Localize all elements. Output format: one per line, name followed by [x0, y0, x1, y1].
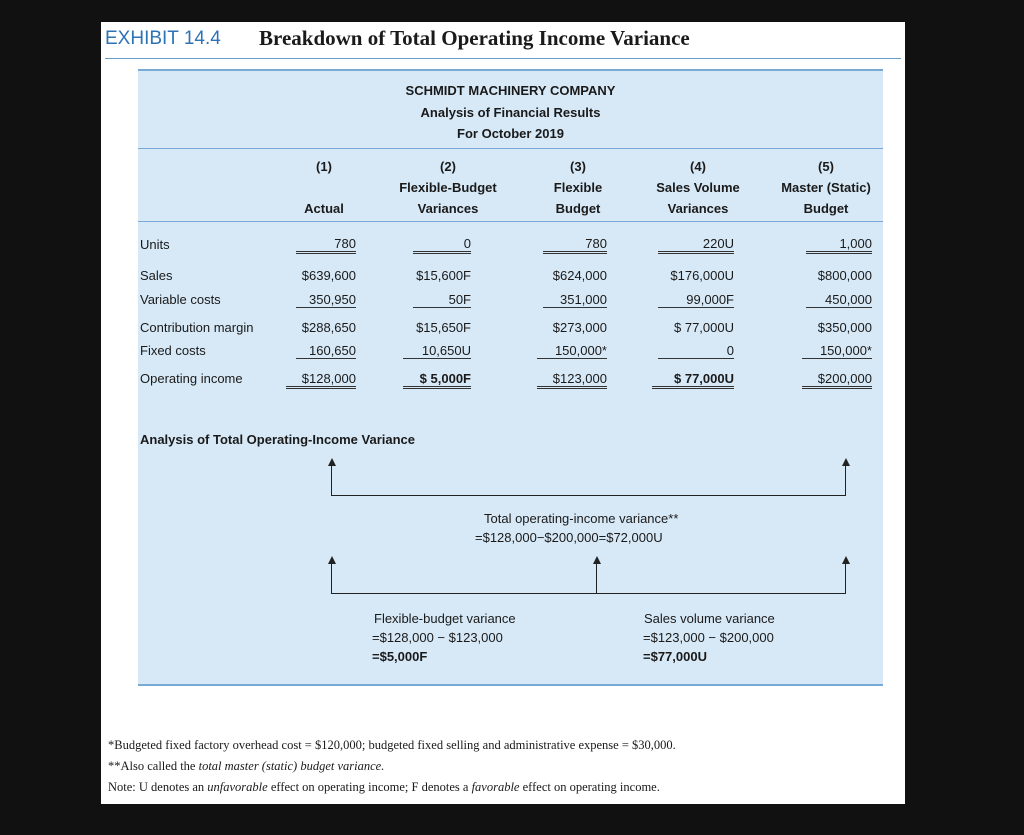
- arrow-up-icon: [842, 458, 850, 466]
- report-subtitle: Analysis of Financial Results: [420, 105, 601, 120]
- bracket-line: [331, 563, 332, 594]
- cell-varcost-sales-var: 99,000F: [658, 292, 734, 308]
- flex-variance-line1: Flexible-budget variance: [374, 611, 516, 626]
- cell-cm-sales-var: $ 77,000U: [674, 320, 734, 335]
- row-label-variable-costs: Variable costs: [140, 292, 221, 307]
- footnote-total-variance: [108, 759, 384, 774]
- total-variance-line1: Total operating-income variance**: [484, 511, 679, 526]
- col4-label-line2: Variances: [667, 201, 729, 216]
- col3-number: (3): [570, 159, 586, 174]
- company-name: SCHMIDT MACHINERY COMPANY: [405, 83, 616, 98]
- cell-units-sales-var: 220U: [658, 236, 734, 254]
- footnote-note-part1: Note: U denotes an: [108, 780, 208, 794]
- footnote-note-part2: effect on operating income; F denotes a: [267, 780, 472, 794]
- col1-label: Actual: [304, 201, 344, 216]
- col3-label-line1: Flexible: [553, 180, 603, 195]
- cell-cm-flex-var: $15,650F: [416, 320, 471, 335]
- footnote-note: [108, 780, 660, 795]
- total-variance-line2: =$128,000−$200,000=$72,000U: [475, 530, 663, 545]
- row-label-contribution-margin: Contribution margin: [140, 320, 254, 335]
- exhibit-label: EXHIBIT 14.4: [105, 28, 221, 49]
- cell-cm-flex-budget: $273,000: [552, 320, 607, 335]
- arrow-up-icon: [842, 556, 850, 564]
- col2-label-line2: Variances: [417, 201, 479, 216]
- footnote-note-unfavorable: unfavorable: [207, 780, 268, 794]
- cell-oi-master: $200,000: [802, 371, 872, 389]
- col4-label-line1: Sales Volume: [656, 180, 740, 195]
- cell-units-master: 1,000: [806, 236, 872, 254]
- cell-sales-sales-var: $176,000U: [670, 268, 734, 283]
- cell-units-actual: 780: [296, 236, 356, 254]
- footnote-note-favorable: favorable: [471, 780, 520, 794]
- col3-label-line2: Budget: [555, 201, 601, 216]
- cell-varcost-flex-budget: 351,000: [543, 292, 607, 308]
- col5-number: (5): [818, 159, 834, 174]
- cell-fixed-actual: 160,650: [296, 343, 356, 359]
- cell-sales-flex-var: $15,600F: [416, 268, 471, 283]
- cell-oi-flex-budget: $123,000: [537, 371, 607, 389]
- bracket-line: [596, 563, 597, 594]
- footnote-note-part3: effect on operating income.: [519, 780, 660, 794]
- cell-varcost-flex-var: 50F: [413, 292, 471, 308]
- arrow-up-icon: [328, 556, 336, 564]
- bracket-line: [845, 465, 846, 496]
- col2-number: (2): [440, 159, 456, 174]
- cell-fixed-flex-budget: 150,000*: [537, 343, 607, 359]
- cell-units-flex-var: 0: [413, 236, 471, 254]
- analysis-heading: Analysis of Total Operating-Income Variance: [140, 432, 415, 447]
- row-label-operating-income: Operating income: [140, 371, 243, 386]
- arrow-up-icon: [593, 556, 601, 564]
- sales-variance-line3: =$77,000U: [643, 649, 707, 664]
- row-label-sales: Sales: [140, 268, 173, 283]
- footnote-total-variance-term: total master (static) budget variance.: [198, 759, 385, 773]
- header-rule: [138, 148, 883, 149]
- columns-rule: [138, 221, 883, 222]
- cell-fixed-master: 150,000*: [802, 343, 872, 359]
- cell-varcost-master: 450,000: [806, 292, 872, 308]
- sales-variance-line1: Sales volume variance: [644, 611, 775, 626]
- bracket-line: [331, 465, 332, 496]
- report-panel: [138, 69, 883, 686]
- col5-label-line2: Budget: [803, 201, 849, 216]
- cell-sales-actual: $639,600: [301, 268, 356, 283]
- flex-variance-line2: =$128,000 − $123,000: [372, 630, 503, 645]
- bracket-line: [845, 563, 846, 594]
- cell-oi-flex-var: $ 5,000F: [403, 371, 471, 389]
- cell-sales-master: $800,000: [817, 268, 872, 283]
- cell-oi-sales-var: $ 77,000U: [652, 371, 734, 389]
- cell-oi-actual: $128,000: [286, 371, 356, 389]
- flex-variance-line3: =$5,000F: [372, 649, 428, 664]
- exhibit-title: Breakdown of Total Operating Income Variance: [259, 26, 690, 50]
- cell-sales-flex-budget: $624,000: [552, 268, 607, 283]
- arrow-up-icon: [328, 458, 336, 466]
- bracket-line: [331, 495, 846, 496]
- cell-units-flex-budget: 780: [543, 236, 607, 254]
- cell-cm-actual: $288,650: [301, 320, 356, 335]
- row-label-units: Units: [140, 237, 170, 252]
- col1-number: (1): [316, 159, 332, 174]
- title-rule: [105, 58, 901, 59]
- sales-variance-line2: =$123,000 − $200,000: [643, 630, 774, 645]
- cell-fixed-flex-var: 10,650U: [403, 343, 471, 359]
- report-period: For October 2019: [457, 126, 564, 141]
- footnote-total-variance-prefix: **Also called the: [108, 759, 199, 773]
- exhibit-sheet: [101, 22, 905, 804]
- cell-cm-master: $350,000: [817, 320, 872, 335]
- col4-number: (4): [690, 159, 706, 174]
- row-label-fixed-costs: Fixed costs: [140, 343, 206, 358]
- col2-label-line1: Flexible-Budget: [399, 180, 497, 195]
- cell-fixed-sales-var: 0: [658, 343, 734, 359]
- col5-label-line1: Master (Static): [781, 180, 871, 195]
- bracket-line: [331, 593, 846, 594]
- footnote-fixed-costs: *Budgeted fixed factory overhead cost = $120,000; budgeted fixed selling and administrative expense = $30,000.: [108, 738, 676, 752]
- cell-varcost-actual: 350,950: [296, 292, 356, 308]
